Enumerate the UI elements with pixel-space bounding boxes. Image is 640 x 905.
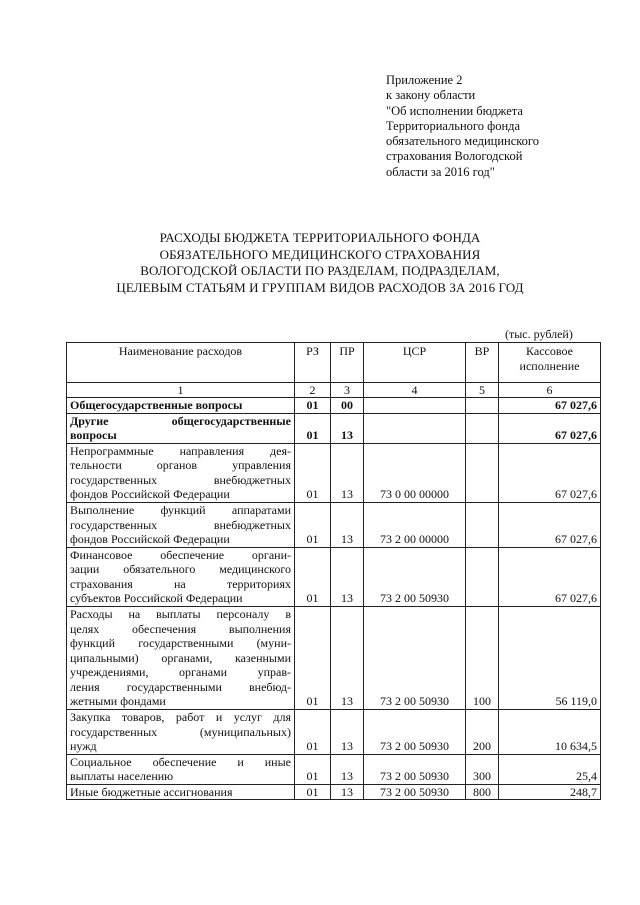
row-csr: 73 2 00 50930	[364, 709, 466, 754]
appendix-line: к закону области	[386, 88, 476, 103]
row-pr: 13	[331, 784, 364, 800]
row-name	[67, 547, 295, 606]
row-rz: 01	[295, 784, 331, 800]
row-sum: 67 027,6	[499, 502, 601, 547]
table-header-row	[67, 343, 601, 383]
expenses-table	[66, 342, 601, 800]
row-name	[67, 784, 295, 800]
row-name-line: государственных внебюджетных	[70, 517, 291, 532]
table-row	[67, 709, 601, 754]
appendix-line: обязательного медицинского	[386, 134, 540, 149]
column-number: 1	[67, 383, 295, 398]
row-name-line: зации обязательного медицинского	[70, 562, 291, 576]
header-name: Наименование расходов	[67, 343, 295, 383]
table-row	[67, 784, 601, 800]
row-pr: 13	[331, 606, 364, 709]
row-csr	[364, 398, 466, 414]
row-vr	[466, 413, 499, 443]
row-name-line: тельности органов управления	[70, 458, 291, 472]
row-vr: 300	[466, 754, 499, 784]
header-csr: ЦСР	[364, 343, 466, 383]
appendix-reference	[386, 73, 626, 180]
row-rz: 01	[295, 547, 331, 606]
appendix-line: Приложение 2	[386, 73, 463, 87]
header-sum	[499, 343, 601, 383]
row-rz: 01	[295, 754, 331, 784]
header-pr: ПР	[331, 343, 364, 383]
table-row	[67, 547, 601, 606]
row-name	[67, 502, 295, 547]
row-rz: 01	[295, 606, 331, 709]
title-line: ВОЛОГОДСКОЙ ОБЛАСТИ ПО РАЗДЕЛАМ, ПОДРАЗДЕЛАМ,	[140, 263, 500, 278]
row-vr	[466, 547, 499, 606]
row-rz: 01	[295, 502, 331, 547]
row-rz: 01	[295, 709, 331, 754]
row-sum: 10 634,5	[499, 709, 601, 754]
header-sum-line2: исполнение	[519, 358, 580, 373]
row-name-line: Закупка товаров, работ и услуг для	[70, 710, 291, 724]
row-name-line: учреждениями, органами управ-	[70, 665, 291, 679]
column-number: 4	[364, 383, 466, 398]
row-name-line: Расходы на выплаты персоналу в	[70, 607, 291, 621]
row-pr: 13	[331, 413, 364, 443]
row-vr: 100	[466, 606, 499, 709]
row-sum: 67 027,6	[499, 413, 601, 443]
column-number: 5	[466, 383, 499, 398]
row-sum: 25,4	[499, 754, 601, 784]
column-number: 6	[499, 383, 601, 398]
row-name-line: ципальными) органами, казенными	[70, 650, 291, 665]
row-name-line: государственных (муниципальных)	[70, 724, 291, 739]
title-line: ЦЕЛЕВЫМ СТАТЬЯМ И ГРУППАМ ВИДОВ РАСХОДОВ ЗА 2016 ГОД	[116, 279, 524, 295]
row-name	[67, 709, 295, 754]
column-number: 2	[295, 383, 331, 398]
column-number: 3	[331, 383, 364, 398]
row-vr	[466, 443, 499, 502]
column-number-row	[67, 383, 601, 398]
table-row	[67, 443, 601, 502]
header-rz: РЗ	[295, 343, 331, 383]
row-name-line: Финансовое обеспечение органи-	[70, 547, 291, 562]
row-csr: 73 2 00 50930	[364, 547, 466, 606]
table-row	[67, 413, 601, 443]
row-csr: 73 2 00 00000	[364, 502, 466, 547]
row-csr	[364, 413, 466, 443]
row-name-line: фондов Российской Федерации	[70, 532, 230, 546]
header-vr: ВР	[466, 343, 499, 383]
row-name-line: нужд	[70, 739, 97, 753]
row-name-line: функций государственными (муни-	[70, 636, 291, 650]
row-name-line: субъектов Российской Федерации	[70, 591, 243, 605]
row-name-line: выплаты населению	[70, 769, 174, 783]
row-vr	[466, 398, 499, 414]
row-name-line: Выполнение функций аппаратами	[70, 503, 291, 517]
row-rz: 01	[295, 413, 331, 443]
appendix-line: области за 2016 год"	[386, 164, 495, 179]
row-vr: 800	[466, 784, 499, 800]
row-pr: 13	[331, 547, 364, 606]
row-name-line: Общегосударственные вопросы	[70, 398, 243, 412]
row-name-line: государственных внебюджетных	[70, 472, 291, 487]
row-name-line: целях обеспечения выполнения	[70, 621, 291, 636]
row-vr: 200	[466, 709, 499, 754]
row-name-line: Другие общегосударственные	[70, 413, 291, 428]
title-line: ОБЯЗАТЕЛЬНОГО МЕДИЦИНСКОГО СТРАХОВАНИЯ	[159, 246, 481, 262]
row-csr: 73 2 00 50930	[364, 754, 466, 784]
row-pr: 13	[331, 709, 364, 754]
table-row	[67, 606, 601, 709]
row-name-line: Непрограммные направления дея-	[70, 443, 291, 458]
row-name	[67, 606, 295, 709]
row-rz: 01	[295, 443, 331, 502]
row-name-line: Иные бюджетные ассигнования	[70, 784, 233, 799]
row-sum: 67 027,6	[499, 398, 601, 414]
units-label: (тыс. рублей)	[505, 327, 573, 341]
row-sum: 248,7	[499, 784, 601, 800]
row-name-line: фондов Российской Федерации	[70, 487, 230, 501]
row-name	[67, 443, 295, 502]
row-pr: 13	[331, 443, 364, 502]
row-name	[67, 413, 295, 443]
row-pr: 13	[331, 754, 364, 784]
row-sum: 67 027,6	[499, 547, 601, 606]
row-pr: 13	[331, 502, 364, 547]
header-sum-line1: Кассовое	[526, 344, 573, 358]
table-row	[67, 502, 601, 547]
row-name-line: ления государственными внебюд-	[70, 679, 291, 694]
appendix-line: Территориального фонда	[386, 118, 521, 133]
table-row	[67, 754, 601, 784]
title-line: РАСХОДЫ БЮДЖЕТА ТЕРРИТОРИАЛЬНОГО ФОНДА	[159, 230, 481, 245]
row-rz: 01	[295, 398, 331, 414]
row-vr	[466, 502, 499, 547]
row-name-line: страхования на территориях	[70, 576, 291, 591]
row-sum: 56 119,0	[499, 606, 601, 709]
row-name-line: Социальное обеспечение и иные	[70, 754, 291, 769]
appendix-line: "Об исполнении бюджета	[386, 103, 523, 118]
row-pr: 00	[331, 398, 364, 414]
row-name	[67, 754, 295, 784]
appendix-line: страхования Вологодской	[386, 149, 523, 164]
row-csr: 73 2 00 50930	[364, 784, 466, 800]
row-name-line: жетными фондами	[70, 694, 166, 708]
document-title	[20, 230, 620, 296]
row-name-line: вопросы	[70, 428, 117, 442]
row-sum: 67 027,6	[499, 443, 601, 502]
table-row	[67, 398, 601, 414]
row-csr: 73 0 00 00000	[364, 443, 466, 502]
row-name	[67, 398, 295, 414]
row-csr: 73 2 00 50930	[364, 606, 466, 709]
